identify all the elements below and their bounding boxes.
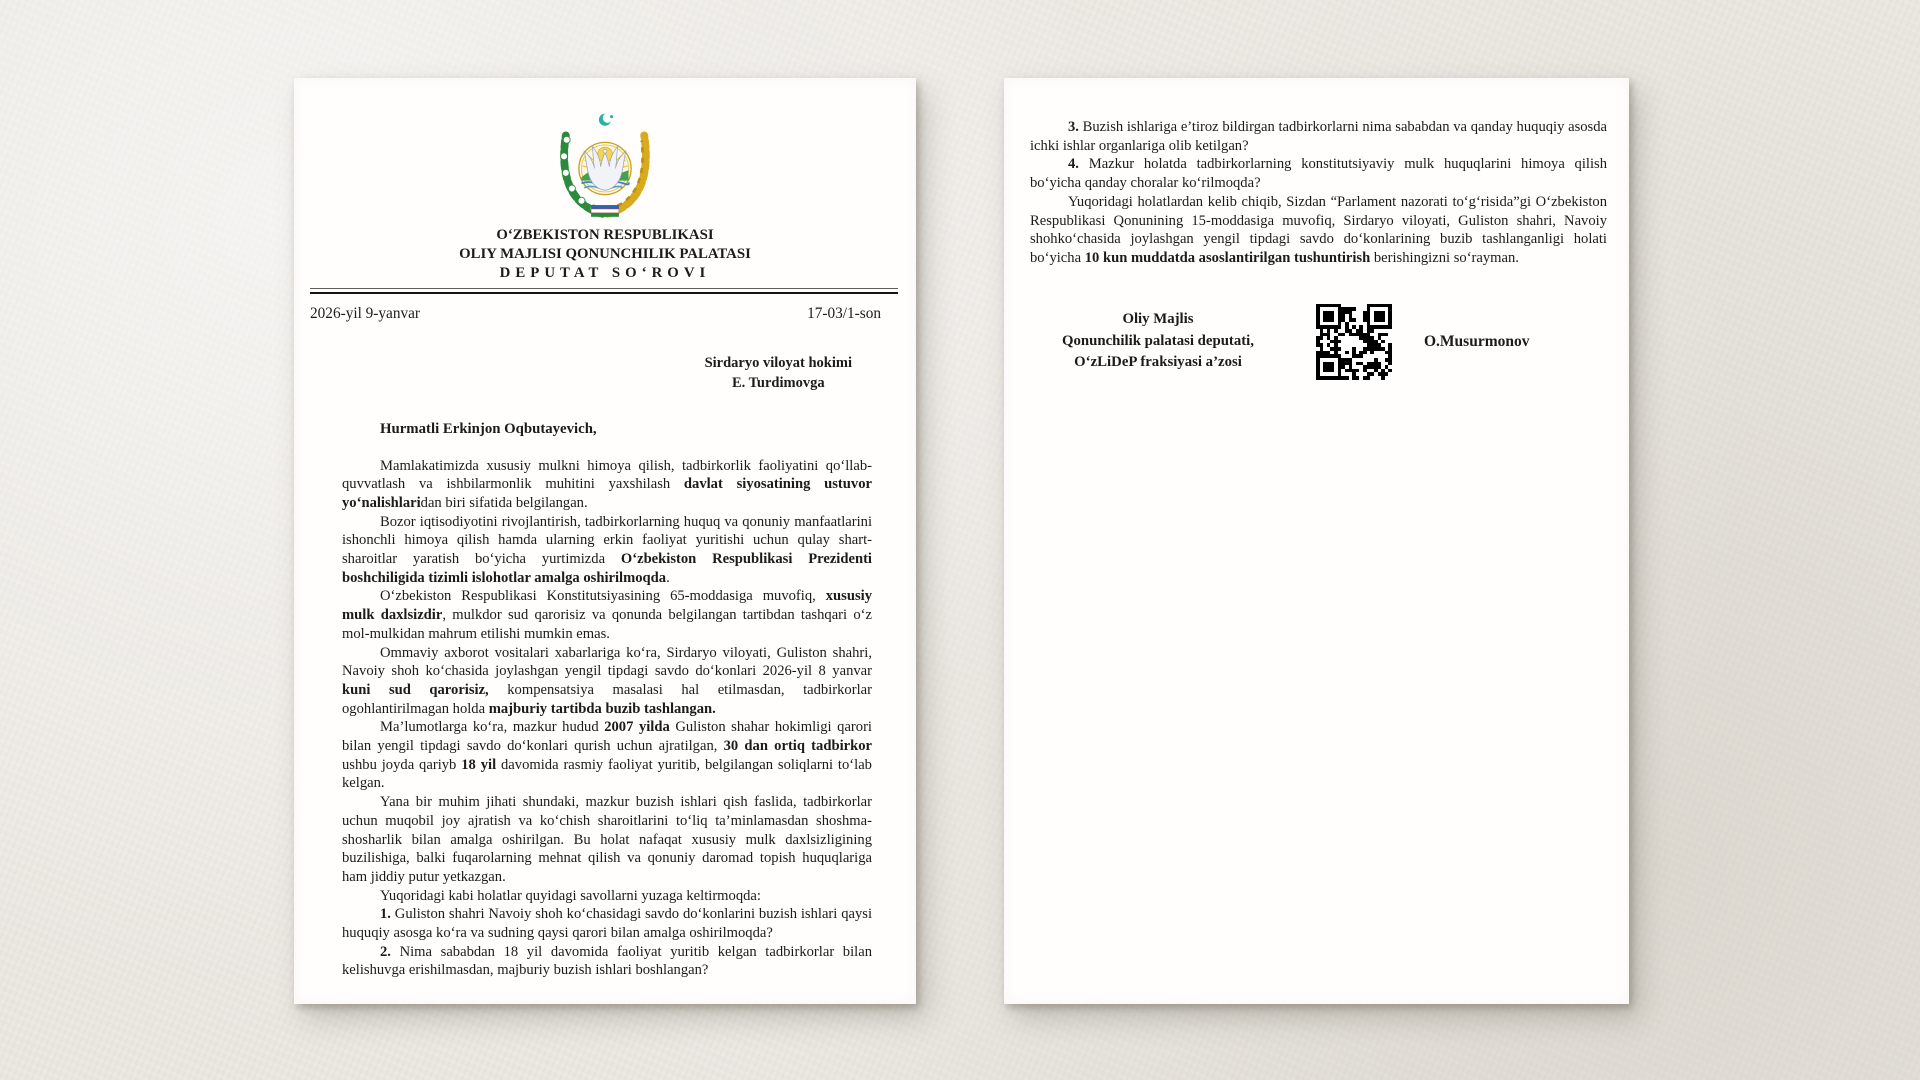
qr-code: [1316, 304, 1392, 380]
paragraph: 2. Nima sababdan 18 yil davomida faoliyat yuritib kelgan tadbirkorlar bilan kelishuvga erishilmasdan, majburiy buzish ishlari boshlangan?: [342, 943, 872, 979]
meta-row: [310, 305, 881, 323]
letter-number: 17-03/1-son: [807, 304, 881, 322]
addressee-name: E. Turdimovga: [731, 374, 825, 391]
signer-role-line1: Oliy Majlis: [1122, 311, 1194, 328]
letterhead-line-deputy-inquiry: DEPUTAT SO‘ROVI: [499, 265, 711, 281]
paragraph: Yana bir muhim jihati shundaki, mazkur buzish ishlari qish faslida, tadbirkorlar uchun muqobil joy ajratish va ko‘chish sharoitlarini to‘liq ta’minlamasdan shoshma-shosharlik bilan amalga oshirilgan. Bu holat nafaqat xususiy mulk daxlsizligining buzilishiga, balki fuqarolarning mehnat qilish va qonuniy daromad topish huquqlariga ham jiddiy putur yetkazgan.: [342, 794, 872, 885]
letterhead-line-republic: O‘ZBEKISTON RESPUBLIKASI: [496, 227, 714, 243]
paragraph: O‘zbekiston Respublikasi Konstitutsiyasining 65-moddasiga muvofiq, xususiy mulk daxlsizdir, mulkdor sud qarorisiz va qonunda belgilangan tartibdan tashqari o‘z mol-mulkidan mahrum etilishi mumkin emas.: [342, 588, 872, 642]
paragraph: Bozor iqtisodiyotini rivojlantirish, tadbirkorlarning huquq va qonuniy manfaatlarini ishonchli himoya qilish hamda ularning erkin faoliyat yuritishi uchun qulay shart-sharoitlar yaratish bo‘yicha yurtimizda O‘zbekiston Respublikasi Prezidenti boshchiligida tizimli islohotlar amalga oshirilmoqda.: [342, 513, 872, 586]
paragraph: Ommaviy axborot vositalari xabarlariga ko‘ra, Sirdaryo viloyati, Guliston shahri, Navoiy shoh ko‘chasida joylashgan yengil tipdagi savdo do‘konlari 2026-yil 8 yanvar kuni sud qarorisiz, kompensatsiya masalasi hal etilmasdan, tadbirkorlar ogohlantirilmagan holda majburiy tartibda buzib tashlangan.: [342, 644, 872, 717]
signer-role-line2: Qonunchilik palatasi deputati,: [1061, 332, 1254, 349]
paragraph: 3. Buzish ishlariga e’tiroz bildirgan tadbirkorlarni nima sababdan va qanday huquqiy asosda ichki ishlar organlariga olib ketilgan?: [1030, 119, 1607, 154]
paragraph: 1. Guliston shahri Navoiy shoh ko‘chasidagi savdo do‘konlarini buzish ishlari qaysi huquqiy asosga ko‘ra va sudning qaysi qarori bilan amalga oshirilmoqda?: [342, 906, 872, 942]
addressee-block: [705, 353, 852, 393]
signature-block: [1030, 304, 1607, 380]
flag-ribbon: [591, 205, 619, 217]
page2-body: [1030, 118, 1607, 268]
uzbekistan-coat-of-arms-icon: [552, 111, 658, 219]
letter-page-1: [294, 78, 916, 1004]
letter-date: 2026-yil 9-yanvar: [310, 304, 421, 322]
paragraph: Yuqoridagi holatlardan kelib chiqib, Sizdan “Parlament nazorati to‘g‘risida”gi O‘zbekiston Respublikasi Qonunining 15-moddasiga muvofiq, Sirdaryo viloyati, Guliston shahri, Navoiy shohko‘chasida joylashgan yengil tipdagi savdo do‘konlarining buzib tashlanganligi holati bo‘yicha 10 kun muddatda asoslantirilgan tushuntirish berishingizni so‘rayman.: [1030, 193, 1607, 266]
letterhead-line-chamber: OLIY MAJLISI QONUNCHILIK PALATASI: [459, 246, 751, 262]
letter-page-2: [1004, 78, 1629, 1004]
page1-body: [342, 457, 872, 981]
signer-role: [1030, 309, 1286, 374]
salutation: Hurmatli Erkinjon Oqbutayevich,: [380, 420, 597, 437]
paragraph: Yuqoridagi kabi holatlar quyidagi savollarni yuzaga keltirmoqda:: [380, 887, 761, 904]
paragraph: 4. Mazkur holatda tadbirkorlarning konstitutsiyaviy mulk huquqlarini himoya qilish bo‘yicha qanday choralar ko‘rilmoqda?: [1030, 156, 1607, 192]
letterhead: [294, 78, 916, 283]
paragraph: Ma’lumotlarga ko‘ra, mazkur hudud 2007 yilda Guliston shahar hokimligi qarori bilan yengil tipdagi savdo do‘konlari qurish uchun ajratilgan, 30 dan ortiq tadbirkor ushbu joyda qariyb 18 yil davomida rasmiy faoliyat yuritib, belgilangan soliqlarni to‘lab kelgan.: [342, 719, 872, 792]
letterhead-divider: [310, 288, 898, 294]
signer-name: O.Musurmonov: [1424, 332, 1530, 350]
signer-role-line3: O‘zLiDeP fraksiyasi a’zosi: [1074, 354, 1242, 371]
addressee-title: Sirdaryo viloyat hokimi: [704, 354, 852, 371]
paragraph: Mamlakatimizda xususiy mulkni himoya qilish, tadbirkorlik faoliyatini qo‘llab-quvvatlash va ishbilarmonlik muhitini yaxshilash davlat siyosatining ustuvor yo‘nalishlaridan biri sifatida belgilangan.: [342, 457, 872, 511]
